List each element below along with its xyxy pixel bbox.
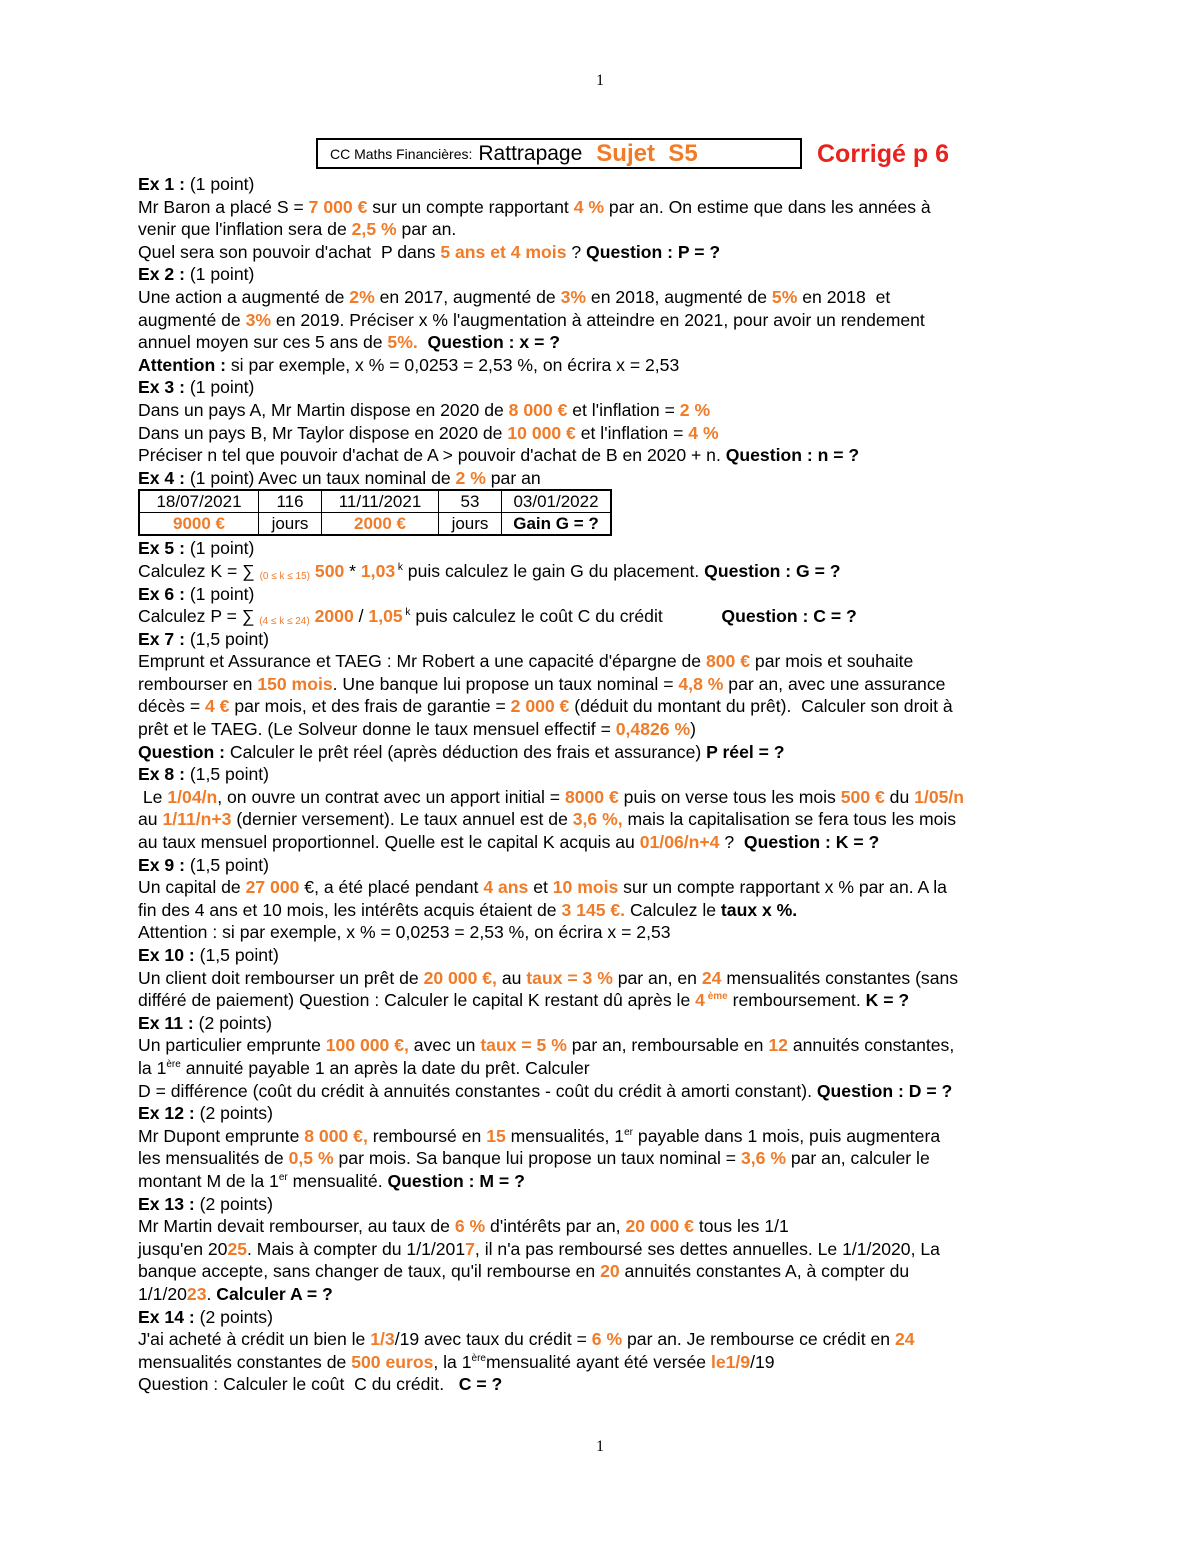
text-line (138, 741, 1078, 764)
text-run: par an. On estime que dans les années à (604, 196, 931, 217)
text-run: au (496, 967, 527, 988)
text-run: 8 000 €, (304, 1125, 368, 1146)
text-run: (1 point) (189, 377, 255, 398)
text-line (138, 718, 1078, 741)
text-run: 2 % (455, 467, 486, 488)
text-run: 800 € (705, 651, 751, 672)
text-run: 15 (486, 1125, 506, 1146)
text-run: 4,8 % (678, 673, 724, 694)
text-run: Ex 12 : (138, 1103, 200, 1124)
text-run: Mr Baron a placé S = (138, 196, 309, 217)
text-run: Attention : si par exemple, x % = 0,0253 = 2,53 %, on écrira x = 2,53 (138, 922, 671, 943)
text-run: annuel moyen sur ces 5 ans de (138, 332, 388, 353)
text-line (138, 1012, 1078, 1035)
text-run: par an (485, 467, 541, 488)
text-run: 6 % (454, 1216, 486, 1237)
text-run: 2 % (679, 399, 711, 420)
page-number-top: 1 (596, 72, 604, 89)
answer-key-label: Corrigé p 6 (817, 140, 949, 168)
text-run: 7 (465, 1238, 475, 1259)
text-run: Le (138, 786, 168, 807)
text-run: Ex 2 : (138, 264, 190, 285)
text-run: Un client doit rembourser un prêt de (138, 967, 424, 988)
text-run: 1,03 (360, 560, 396, 581)
text-run: par an. (396, 219, 457, 240)
text-run: par an, calculer le (785, 1148, 930, 1169)
text-line (138, 1193, 1078, 1216)
text-run: . Mais à compter du 1/1/201 (247, 1238, 466, 1259)
text-run: (1,5 point) (199, 945, 279, 965)
subject-label: Sujet S5 (596, 139, 698, 167)
text-run: 24 (701, 967, 722, 988)
text-line (138, 173, 1078, 196)
text-run: Dans un pays B, Mr Taylor dispose en 2020 de (138, 422, 508, 443)
text-run: /19 (750, 1351, 775, 1372)
text-run: Calculez le (625, 899, 721, 920)
text-run: Ex 9 : (138, 854, 190, 875)
text-line (138, 309, 1078, 332)
text-run: par an. Je rembourse ce crédit en (622, 1329, 895, 1350)
text-line (138, 376, 1078, 399)
text-line (138, 876, 1078, 899)
text-line (138, 763, 1078, 786)
table-cell: jours (259, 513, 322, 536)
text-line (138, 1034, 1078, 1057)
text-run: venir que l'inflation sera de (138, 219, 352, 240)
text-run: €, a été placé pendant (299, 877, 484, 898)
text-run: 5%. (387, 332, 418, 353)
text-run: 20 000 € (625, 1216, 694, 1237)
text-line (138, 263, 1078, 286)
text-run: 5% (771, 286, 798, 307)
text-run: , la 1 (433, 1351, 472, 1372)
text-line (138, 467, 1078, 490)
text-run: Ex 10 : (138, 945, 200, 965)
text-line (138, 1238, 1078, 1261)
text-run: er (624, 1126, 634, 1138)
text-line (138, 673, 1078, 696)
text-run: Ex 5 : (138, 538, 190, 559)
text-run: * (344, 560, 361, 581)
table-row (139, 490, 611, 513)
text-run: et l'inflation = (567, 399, 680, 420)
text-run: Dans un pays A, Mr Martin dispose en 2020 de (138, 399, 509, 420)
text-run: P réel = ? (706, 741, 785, 762)
text-run: 3,6 % (740, 1148, 786, 1169)
text-run: mensualité. (287, 1170, 388, 1191)
text-run: sur un compte rapportant x % par an. A la (618, 877, 947, 898)
text-line (138, 899, 1078, 922)
text-line (138, 1260, 1078, 1283)
text-run: si par exemple, x % = 0,0253 = 2,53 %, on écrira x = 2,53 (230, 354, 680, 375)
table-cell: 18/07/2021 (139, 490, 259, 513)
text-run: (2 points) (199, 1103, 273, 1124)
text-run: taux x %. (720, 899, 798, 920)
text-run: 3 145 €. (561, 899, 626, 920)
text-run: (1 point) (189, 174, 255, 194)
text-line (138, 1215, 1078, 1238)
text-run: par mois, et des frais de garantie = (229, 696, 511, 717)
table-cell: Gain G = ? (502, 513, 612, 536)
text-run: . Une banque lui propose un taux nominal = (332, 673, 679, 694)
text-run: Ex 14 : (138, 1306, 200, 1327)
text-run: (2 points) (199, 1306, 273, 1327)
text-run: 10 000 € (507, 422, 576, 443)
text-line (138, 286, 1078, 309)
text-run: (4 ≤ k ≤ 24) (259, 616, 310, 628)
text-line (138, 560, 1078, 583)
text-run: (1,5 point) (189, 628, 270, 649)
text-run: Ex 8 : (138, 764, 190, 785)
text-run: 8 000 € (508, 399, 568, 420)
title-box (316, 138, 802, 169)
text-run: par an, avec une assurance (723, 673, 946, 694)
text-run: le1/9 (710, 1351, 751, 1372)
text-run: puis calculez le coût C du crédit (410, 606, 722, 627)
text-run: Ex 6 : (138, 583, 190, 604)
text-run: Question : Calculer le coût C du crédit. (138, 1374, 459, 1395)
text-run: 100 000 €, (325, 1035, 409, 1056)
text-run (418, 332, 428, 352)
text-run: 500 € (840, 786, 885, 807)
text-line (138, 399, 1078, 422)
text-line (138, 444, 1078, 467)
text-run: taux = 5 % (480, 1035, 567, 1056)
text-run: 25 (227, 1238, 248, 1259)
text-run: ) (690, 719, 696, 740)
text-run: payable dans 1 mois, puis augmentera (633, 1125, 941, 1146)
text-line (138, 944, 1078, 967)
text-run: avec un (408, 1035, 481, 1056)
text-run: /19 avec taux du crédit = (394, 1329, 592, 1350)
text-line (138, 921, 1078, 944)
text-line (138, 831, 1078, 854)
text-run: 1/04/n (167, 786, 218, 807)
text-line (138, 1306, 1078, 1329)
text-run: , il n'a pas remboursé ses dettes annuelles. Le 1/1/2020, La (474, 1238, 940, 1259)
text-run: Calculer le prêt réel (après déduction des frais et assurance) (229, 741, 707, 762)
text-run: , on ouvre un contrat avec un apport initial = (217, 786, 565, 807)
text-run: (2 points) (198, 1012, 272, 1033)
text-run: Question : (138, 741, 230, 762)
text-run: par an, en (612, 967, 702, 988)
text-run: 3% (245, 309, 272, 330)
text-run: (déduit du montant du prêt). Calculer son droit à (569, 696, 953, 717)
text-run: 0,4826 % (615, 719, 691, 740)
text-run: mensualités, 1 (505, 1125, 625, 1146)
text-run: Question : K = ? (743, 832, 880, 853)
text-line (138, 650, 1078, 673)
text-run: Ex 3 : (138, 377, 190, 398)
text-run: ère (166, 1058, 181, 1070)
text-run: 1/3 (370, 1329, 395, 1350)
text-line (138, 1080, 1078, 1103)
text-line (138, 967, 1078, 990)
text-line (138, 1057, 1078, 1080)
text-run: 3,6 %, (572, 809, 623, 830)
course-title: CC Maths Financières: (330, 145, 473, 162)
text-run: Question : G = ? (704, 560, 841, 581)
text-run: Question : P = ? (586, 241, 721, 262)
text-run: Préciser n tel que pouvoir d'achat de A > pouvoir d'achat de B en 2020 + n. (138, 445, 726, 466)
text-line (138, 196, 1078, 219)
text-line (138, 808, 1078, 831)
text-run: différé de paiement) Question : Calculer le capital K restant dû après le (138, 990, 696, 1011)
text-line (138, 354, 1078, 377)
text-run: 5 ans et 4 mois (440, 241, 567, 262)
text-run: / (353, 606, 369, 627)
text-run: Calculez P = ∑ (138, 606, 260, 627)
text-run: Une action a augmenté de (138, 286, 350, 307)
page-number-bottom: 1 (596, 1438, 604, 1455)
text-run: montant M de la 1 (138, 1170, 279, 1191)
text-line (138, 628, 1078, 651)
table-row (139, 513, 611, 536)
text-run: mensualités constantes (sans (721, 967, 959, 988)
text-run: du (884, 786, 915, 807)
text-run: puis calculez le gain G du placement. (402, 560, 705, 581)
text-run: remboursement. (727, 990, 866, 1011)
text-run: tous les 1/1 (693, 1216, 789, 1237)
text-run: au taux mensuel proportionnel. Quelle est le capital K acquis au (138, 832, 640, 853)
text-run: annuité payable 1 an après la date du prêt. Calculer (180, 1057, 590, 1078)
text-line (138, 422, 1078, 445)
text-run: 8000 € (564, 786, 619, 807)
text-run: au (138, 809, 163, 830)
text-run: rembourser en (138, 673, 258, 694)
text-run: par mois et souhaite (750, 651, 914, 672)
text-run: et l'inflation = (575, 422, 689, 443)
text-run: ème (704, 991, 728, 1003)
table-cell: 9000 € (139, 513, 259, 536)
text-run: Ex 1 : (138, 174, 190, 194)
text-line (138, 1125, 1078, 1148)
text-run: (1 point) Avec un taux nominal de (189, 467, 456, 488)
text-line (138, 1373, 1078, 1396)
text-run: par mois. Sa banque lui propose un taux nominal = (333, 1148, 741, 1169)
text-run: 24 (894, 1329, 915, 1350)
text-run: 7 000 € (308, 196, 368, 217)
text-run: en 2018 et (797, 286, 891, 307)
text-run: Question : D = ? (816, 1080, 953, 1101)
text-run: décès = (138, 696, 205, 717)
text-line (138, 537, 1078, 560)
text-run: prêt et le TAEG. (Le Solveur donne le taux mensuel effectif = (138, 719, 616, 740)
text-run: en 2017, augmenté de (374, 286, 561, 307)
text-run: puis on verse tous les mois (618, 786, 841, 807)
text-line (138, 854, 1078, 877)
text-run: taux = 3 % (526, 967, 613, 988)
text-line (138, 1328, 1078, 1351)
text-run: sur un compte rapportant (367, 196, 574, 217)
text-run: 4 ans (483, 877, 529, 898)
text-run: 27 000 (245, 877, 300, 898)
text-run: 2% (349, 286, 375, 307)
text-run: ? (566, 241, 587, 262)
text-line (138, 218, 1078, 241)
session-label: Rattrapage (478, 141, 583, 165)
text-run: Question : M = ? (387, 1170, 525, 1191)
text-run: er (278, 1171, 288, 1183)
text-line (138, 583, 1078, 606)
text-run: Question : n = ? (725, 445, 860, 466)
text-line (138, 786, 1078, 809)
text-run: annuités constantes A, à compter du (619, 1261, 910, 1282)
text-run: remboursé en (367, 1125, 487, 1146)
text-run: (2 points) (199, 1193, 273, 1214)
text-run: (1,5 point) (189, 854, 270, 875)
text-run: Ex 7 : (138, 628, 190, 649)
text-run: d'intérêts par an, (485, 1216, 626, 1237)
table-cell: 2000 € (322, 513, 439, 536)
text-line (138, 605, 1078, 628)
text-run: mensualités constantes de (138, 1351, 352, 1372)
text-run: (1 point) (189, 538, 255, 559)
text-run: 1/11/n+3 (162, 809, 232, 830)
text-run: la 1 (138, 1057, 167, 1078)
text-run: 01/06/n+4 (639, 832, 720, 853)
text-line (138, 241, 1078, 264)
text-run: Mr Martin devait rembourser, au taux de (138, 1216, 455, 1237)
text-line (138, 1147, 1078, 1170)
text-run: par an, remboursable en (566, 1035, 769, 1056)
text-run: (1,5 point) (189, 764, 270, 785)
text-run: k (395, 561, 403, 573)
text-run: 20 (600, 1261, 620, 1282)
text-run: 23 (186, 1283, 207, 1304)
text-run: 2 000 € (510, 696, 570, 717)
text-line (138, 989, 1078, 1012)
text-run: 4 % (688, 422, 719, 443)
text-run: en 2018, augmenté de (586, 286, 772, 307)
text-run: 1/05/n (914, 786, 965, 807)
table-cell: 53 (439, 490, 502, 513)
text-run: mais la capitalisation se fera tous les mois (622, 809, 957, 830)
text-run: K = ? (865, 990, 910, 1011)
text-run: Emprunt et Assurance et TAEG : Mr Robert a une capacité d'épargne de (138, 651, 706, 672)
table-cell: 03/01/2022 (502, 490, 612, 513)
text-run: (1 point) (189, 583, 255, 604)
ex4-timeline-table (138, 489, 612, 536)
text-run: 4 € (205, 696, 230, 717)
text-run: C = ? (458, 1374, 503, 1395)
text-run: jusqu'en 20 (138, 1238, 228, 1259)
text-run: 2000 (314, 606, 354, 627)
text-run: (1 point) (189, 264, 255, 285)
text-run: 4 % (573, 196, 605, 217)
text-run: et (528, 877, 553, 898)
text-run: Ex 11 : (138, 1012, 199, 1033)
text-run: Quel sera son pouvoir d'achat P dans (138, 241, 441, 262)
text-run: 4 (695, 990, 705, 1011)
text-run: 500 (314, 560, 345, 581)
text-run: Calculez K = ∑ (138, 560, 260, 581)
text-run: Attention : (138, 354, 231, 375)
text-run: ? (719, 832, 744, 853)
text-run: Ex 13 : (138, 1193, 200, 1214)
text-run: Mr Dupont emprunte (138, 1125, 305, 1146)
text-run: Ex 4 : (138, 467, 190, 488)
text-run: 6 % (591, 1329, 623, 1350)
text-line (138, 1102, 1078, 1125)
text-run: Question : C = ? (721, 606, 857, 627)
text-run: 1/1/20 (138, 1283, 187, 1304)
text-run: (dernier versement). Le taux annuel est de (231, 809, 573, 830)
text-run: 20 000 €, (423, 967, 497, 988)
exercise-list (138, 173, 1078, 1396)
text-run: J'ai acheté à crédit un bien le (138, 1329, 371, 1350)
text-run: 1,05 (368, 606, 403, 627)
text-run: Un capital de (138, 877, 246, 898)
table-cell: 116 (259, 490, 322, 513)
text-run: 2,5 % (351, 219, 397, 240)
text-run: 10 mois (552, 877, 619, 898)
text-line (138, 1283, 1078, 1306)
text-run: les mensualités de (138, 1148, 289, 1169)
table-cell: 11/11/2021 (322, 490, 439, 513)
text-run: mensualité ayant été versée (485, 1351, 711, 1372)
text-run: Un particulier emprunte (138, 1035, 326, 1056)
text-run: 150 mois (257, 673, 333, 694)
text-run: (0 ≤ k ≤ 15) (259, 570, 311, 582)
text-line (138, 1170, 1078, 1193)
table-cell: jours (439, 513, 502, 536)
text-run: k (402, 607, 411, 619)
text-run: 12 (768, 1035, 788, 1056)
text-run: Calculer A = ? (216, 1283, 333, 1304)
text-run: augmenté de (138, 309, 246, 330)
text-line (138, 1351, 1078, 1374)
text-run: . (206, 1283, 217, 1304)
text-run: 0,5 % (288, 1148, 334, 1169)
text-run: fin des 4 ans et 10 mois, les intérêts acquis étaient de (138, 899, 562, 920)
text-run: banque accepte, sans changer de taux, qu'il rembourse en (138, 1261, 601, 1282)
text-run: D = différence (coût du crédit à annuités constantes - coût du crédit à amorti constant). (138, 1080, 817, 1101)
text-run: annuités constantes, (787, 1035, 955, 1056)
text-line (138, 331, 1078, 354)
text-run: ère (471, 1352, 486, 1364)
text-run: 3% (560, 286, 587, 307)
text-run: Question : x = ? (427, 332, 560, 353)
text-line (138, 695, 1078, 718)
text-run: 500 euros (351, 1351, 434, 1372)
text-run: en 2019. Préciser x % l'augmentation à atteindre en 2021, pour avoir un rendement (271, 309, 925, 330)
